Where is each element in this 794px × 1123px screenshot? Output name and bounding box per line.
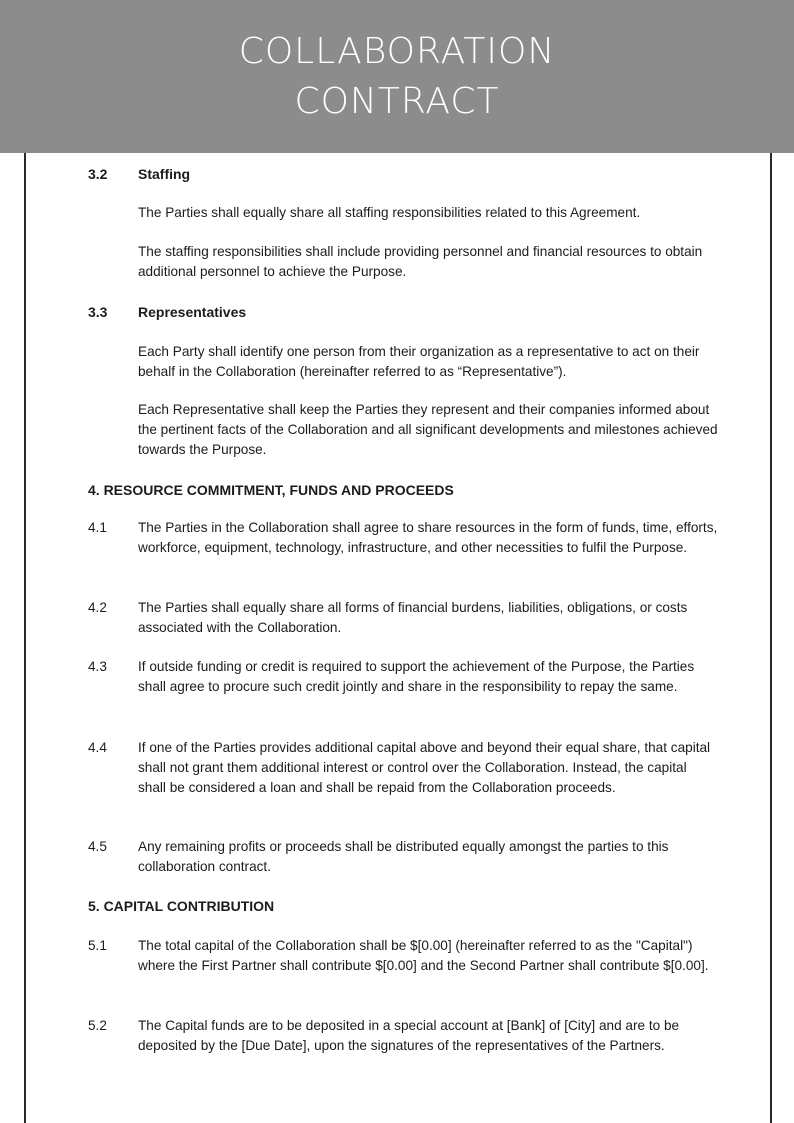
clause-5-2-text: The Capital funds are to be deposited in a special account at [Bank] of [City] and are to be deposited by the [Due Date], upon the signatures of the representatives of the Partners.	[138, 1018, 680, 1053]
banner-title-line-2: CONTRACT	[294, 80, 500, 122]
section-4-heading: 4. RESOURCE COMMITMENT, FUNDS AND PROCEEDS	[88, 482, 454, 498]
section-5-heading: 5. CAPITAL CONTRIBUTION	[88, 898, 275, 914]
section-3-3-paragraph-2: Each Representative shall keep the Parties they represent and their companies informed about the pertinent facts of the Collaboration and all significant developments and milestones achieved towards the Purpose.	[138, 402, 718, 457]
clause-5-1-text: The total capital of the Collaboration shall be $[0.00] (hereinafter referred to as the "Capital") where the First Partner shall contribute $[0.00] and the Second Partner shall contribute $[0.00].	[138, 938, 709, 973]
page-border-right	[770, 153, 772, 1123]
title-banner	[0, 0, 794, 153]
clause-4-3-text: If outside funding or credit is required to support the achievement of the Purpose, the Parties shall agree to procure such credit jointly and share in the responsibility to repay the same.	[138, 659, 695, 694]
section-3-2-heading	[88, 165, 190, 183]
banner-title-line-1: COLLABORATION	[238, 30, 556, 72]
clause-4-3-number: 4.3	[88, 659, 107, 674]
clause-4-1-number: 4.1	[88, 520, 107, 535]
section-3-2-paragraph-1: The Parties shall equally share all staffing responsibilities related to this Agreement.	[138, 205, 641, 220]
clause-4-5-number: 4.5	[88, 839, 107, 854]
clause-4-5-text: Any remaining profits or proceeds shall be distributed equally amongst the parties to this collaboration contract.	[138, 839, 669, 874]
clause-4-4-number: 4.4	[88, 740, 107, 755]
page-border-left	[24, 153, 26, 1123]
clause-5-2-number: 5.2	[88, 1018, 107, 1033]
section-3-2-title: Staffing	[138, 166, 191, 182]
clause-5-1-number: 5.1	[88, 938, 107, 953]
section-3-3-title: Representatives	[138, 304, 247, 320]
section-3-3-paragraph-1: Each Party shall identify one person from their organization as a representative to act on their behalf in the Collaboration (hereinafter referred to as “Representative”).	[138, 344, 700, 379]
clause-4-2-number: 4.2	[88, 600, 107, 615]
clause-4-2-text: The Parties shall equally share all forms of financial burdens, liabilities, obligations, or costs associated with the Collaboration.	[138, 600, 688, 635]
section-3-2-number: 3.2	[88, 166, 108, 182]
clause-4-1-text: The Parties in the Collaboration shall agree to share resources in the form of funds, time, efforts, workforce, equipment, technology, infrastructure, and other necessities to fulfil the Purpose.	[138, 520, 718, 555]
section-3-2-paragraph-2: The staffing responsibilities shall include providing personnel and financial resources to obtain additional personnel to achieve the Purpose.	[138, 244, 703, 279]
section-3-3-heading	[88, 303, 246, 321]
section-3-3-number: 3.3	[88, 304, 108, 320]
clause-4-4-text: If one of the Parties provides additional capital above and beyond their equal share, that capital shall not grant them additional interest or control over the Collaboration. Instead, the capital shall be considered a loan and shall be repaid from the Collaboration proceeds.	[138, 740, 711, 795]
